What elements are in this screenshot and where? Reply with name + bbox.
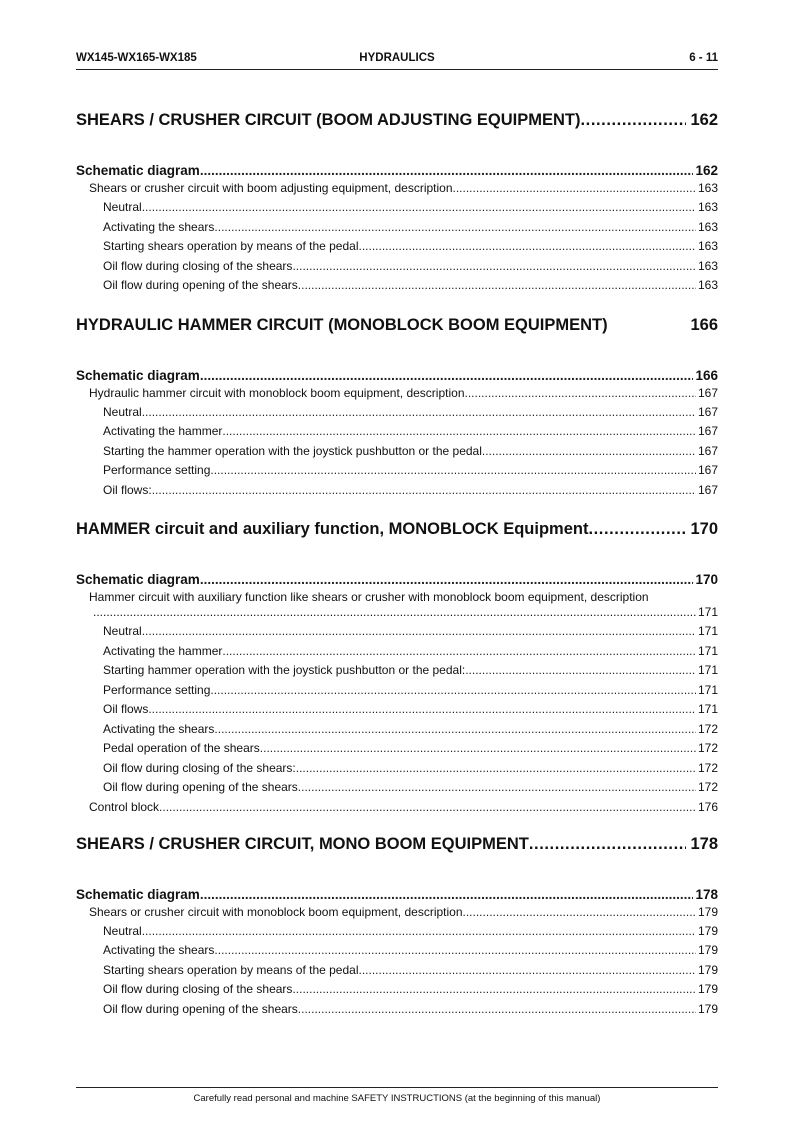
- leader-dots: [359, 239, 696, 253]
- toc-chapter-1: [76, 111, 718, 298]
- leader-dots: [142, 405, 696, 419]
- item-label: Starting shears operation by means of the pedal: [103, 962, 359, 977]
- leader-dots: [200, 368, 694, 383]
- item-page: 172: [697, 741, 718, 755]
- item-label: Performance setting: [103, 463, 211, 477]
- footer-safety-notice: Carefully read personal and machine SAFETY INSTRUCTIONS (at the beginning of this manual): [193, 1093, 601, 1104]
- leader-dots: [463, 905, 696, 919]
- subsection-label: Control block: [89, 799, 160, 814]
- header-model: WX145-WX165-WX185: [76, 52, 197, 64]
- item-label: Starting hammer operation with the joystick pushbutton or the pedal:: [103, 663, 466, 677]
- toc-chapter-4: [76, 835, 718, 1022]
- leader-dots: [292, 982, 696, 996]
- leader-dots: [298, 780, 696, 794]
- toc-item[interactable]: [76, 483, 718, 503]
- item-label: Neutral: [103, 624, 142, 638]
- item-label: Neutral: [103, 404, 142, 419]
- section-page: 162: [695, 163, 718, 178]
- item-label: Starting the hammer operation with the joystick pushbutton or the pedal: [103, 443, 482, 458]
- toc-section[interactable]: [76, 368, 718, 386]
- toc-section[interactable]: [76, 572, 718, 590]
- leader-dots: [200, 887, 694, 902]
- section-label: Schematic diagram: [76, 163, 200, 178]
- item-label: Activating the hammer: [103, 424, 223, 438]
- item-page: 179: [697, 1001, 718, 1016]
- subsection-page: 167: [697, 385, 718, 400]
- leader-dots: [292, 259, 696, 273]
- item-page: 167: [697, 482, 718, 497]
- section-page: 178: [695, 886, 718, 902]
- toc-item[interactable]: [76, 278, 718, 298]
- chapter-heading[interactable]: [76, 835, 718, 873]
- toc-item[interactable]: [76, 200, 718, 220]
- toc-item[interactable]: [76, 405, 718, 425]
- toc-item[interactable]: [76, 924, 718, 944]
- item-page: 163: [697, 278, 718, 292]
- leader-dots: [200, 163, 694, 178]
- toc-chapter-2: [76, 316, 718, 503]
- chapter-page: 162: [690, 111, 718, 129]
- chapter-heading[interactable]: [76, 316, 718, 354]
- leader-dots: [93, 605, 696, 620]
- subsection-label: Hammer circuit with auxiliary function like shears or crusher with monoblock boom equipment, description: [89, 590, 649, 604]
- leader-dots: [359, 963, 696, 977]
- leader-dots: [453, 181, 696, 195]
- leader-dots: [298, 1002, 696, 1016]
- subsection-page: 163: [697, 181, 718, 195]
- leader-dots: [214, 943, 696, 957]
- toc-item[interactable]: [76, 722, 718, 742]
- toc-item[interactable]: [76, 663, 718, 683]
- page-footer: [76, 1087, 718, 1104]
- leader-dots: [152, 483, 696, 497]
- leader-dots: [210, 683, 696, 697]
- subsection-label: Shears or crusher circuit with monoblock boom equipment, description: [89, 904, 463, 919]
- item-page: 179: [697, 923, 718, 938]
- section-label: Schematic diagram: [76, 367, 200, 383]
- toc-subsection[interactable]: [76, 905, 718, 924]
- leader-dots: [222, 644, 696, 658]
- leader-dots: [465, 663, 696, 677]
- item-page: 172: [697, 760, 718, 775]
- header-section: HYDRAULICS: [359, 52, 435, 64]
- item-label: Pedal operation of the shears: [103, 741, 260, 755]
- toc-chapter-3: [76, 520, 718, 817]
- leader-dots: [142, 624, 696, 638]
- item-label: Neutral: [103, 200, 142, 214]
- toc-item[interactable]: [76, 239, 718, 259]
- item-page: 179: [697, 982, 718, 996]
- section-page: 166: [695, 367, 718, 383]
- section-page: 170: [695, 572, 718, 587]
- item-label: Oil flow during closing of the shears: [103, 258, 293, 273]
- item-label: Activating the shears: [103, 943, 215, 957]
- item-page: 163: [697, 258, 718, 273]
- toc-subsection[interactable]: [76, 386, 718, 405]
- leader-dots: [296, 761, 696, 775]
- item-page: 167: [697, 463, 718, 477]
- subsection-label: Shears or crusher circuit with boom adjusting equipment, description: [89, 181, 453, 195]
- page-header: [76, 51, 718, 70]
- item-page: 179: [697, 962, 718, 977]
- toc-item[interactable]: [76, 780, 718, 800]
- chapter-title: HYDRAULIC HAMMER CIRCUIT (MONOBLOCK BOOM EQUIPMENT): [76, 315, 608, 334]
- leader-dots: [142, 924, 696, 938]
- subsection-label: Hydraulic hammer circuit with monoblock boom equipment, description: [89, 385, 465, 400]
- chapter-page: 166: [690, 315, 718, 334]
- leader-dots: [581, 111, 687, 130]
- leader-dots: [214, 722, 696, 736]
- chapter-title: HAMMER circuit and auxiliary function, MONOBLOCK Equipment: [76, 520, 589, 538]
- leader-dots: [529, 835, 687, 854]
- subsection-page: 171: [697, 605, 718, 619]
- chapter-page: 170: [690, 520, 718, 538]
- toc-section[interactable]: [76, 163, 718, 181]
- toc-item[interactable]: [76, 683, 718, 703]
- item-page: 171: [697, 643, 718, 658]
- toc-item[interactable]: [76, 644, 718, 664]
- item-page: 172: [697, 780, 718, 794]
- item-page: 172: [697, 721, 718, 736]
- leader-dots: [214, 220, 696, 234]
- toc-item[interactable]: [76, 963, 718, 983]
- item-label: Activating the shears: [103, 721, 215, 736]
- item-label: Oil flow during opening of the shears: [103, 1001, 298, 1016]
- item-label: Oil flow during closing of the shears: [103, 982, 293, 996]
- toc-item[interactable]: [76, 424, 718, 444]
- leader-dots: [298, 278, 696, 292]
- item-label: Starting shears operation by means of the pedal: [103, 239, 359, 253]
- item-page: 167: [697, 424, 718, 438]
- item-label: Neutral: [103, 923, 142, 938]
- section-label: Schematic diagram: [76, 572, 200, 587]
- chapter-title: SHEARS / CRUSHER CIRCUIT (BOOM ADJUSTING EQUIPMENT): [76, 111, 581, 129]
- leader-dots: [142, 200, 696, 214]
- item-page: 163: [697, 200, 718, 214]
- toc-item[interactable]: [76, 463, 718, 483]
- toc-item[interactable]: [76, 982, 718, 1002]
- toc-item[interactable]: [76, 220, 718, 240]
- toc-item[interactable]: [76, 761, 718, 781]
- item-page: 163: [697, 239, 718, 253]
- chapter-heading[interactable]: [76, 520, 718, 558]
- chapter-title: SHEARS / CRUSHER CIRCUIT, MONO BOOM EQUIPMENT: [76, 834, 529, 853]
- table-of-contents: [76, 111, 718, 1021]
- chapter-heading[interactable]: [76, 111, 718, 149]
- leader-dots: [200, 572, 694, 587]
- item-label: Oil flows: [103, 702, 149, 716]
- item-page: 163: [697, 219, 718, 234]
- leader-dots: [210, 463, 696, 477]
- subsection-page: 176: [697, 799, 718, 814]
- item-label: Oil flow during closing of the shears:: [103, 760, 296, 775]
- item-label: Performance setting: [103, 682, 211, 697]
- toc-item[interactable]: [76, 741, 718, 761]
- item-label: Activating the hammer: [103, 643, 223, 658]
- item-page: 171: [697, 702, 718, 716]
- leader-dots: [465, 386, 696, 400]
- item-label: Oil flow during opening of the shears: [103, 780, 298, 794]
- toc-item[interactable]: [76, 702, 718, 722]
- toc-subsection[interactable]: [76, 181, 718, 200]
- subsection-page: 179: [697, 904, 718, 919]
- leader-dots: [222, 424, 696, 438]
- leader-dots: [148, 702, 696, 716]
- section-label: Schematic diagram: [76, 886, 200, 902]
- header-page-number: 6 - 11: [689, 52, 718, 64]
- item-page: 171: [697, 682, 718, 697]
- toc-section[interactable]: [76, 887, 718, 905]
- toc-item[interactable]: [76, 444, 718, 464]
- leader-dots: [260, 741, 696, 755]
- toc-item[interactable]: [76, 624, 718, 644]
- chapter-page: 178: [690, 834, 718, 853]
- item-page: 167: [697, 443, 718, 458]
- item-label: Oil flows:: [103, 482, 152, 497]
- subsection-leader-line: [89, 605, 718, 624]
- toc-item[interactable]: [76, 259, 718, 279]
- leader-dots: [159, 800, 696, 814]
- toc-subsection[interactable]: [76, 800, 718, 817]
- item-label: Oil flow during opening of the shears: [103, 278, 298, 292]
- toc-item[interactable]: [76, 1002, 718, 1022]
- item-page: 179: [697, 943, 718, 957]
- leader-dots: [588, 520, 686, 539]
- item-page: 171: [697, 663, 718, 677]
- toc-subsection[interactable]: [76, 590, 718, 624]
- item-page: 167: [697, 404, 718, 419]
- leader-dots: [482, 444, 696, 458]
- item-label: Activating the shears: [103, 219, 215, 234]
- toc-item[interactable]: [76, 943, 718, 963]
- item-page: 171: [697, 624, 718, 638]
